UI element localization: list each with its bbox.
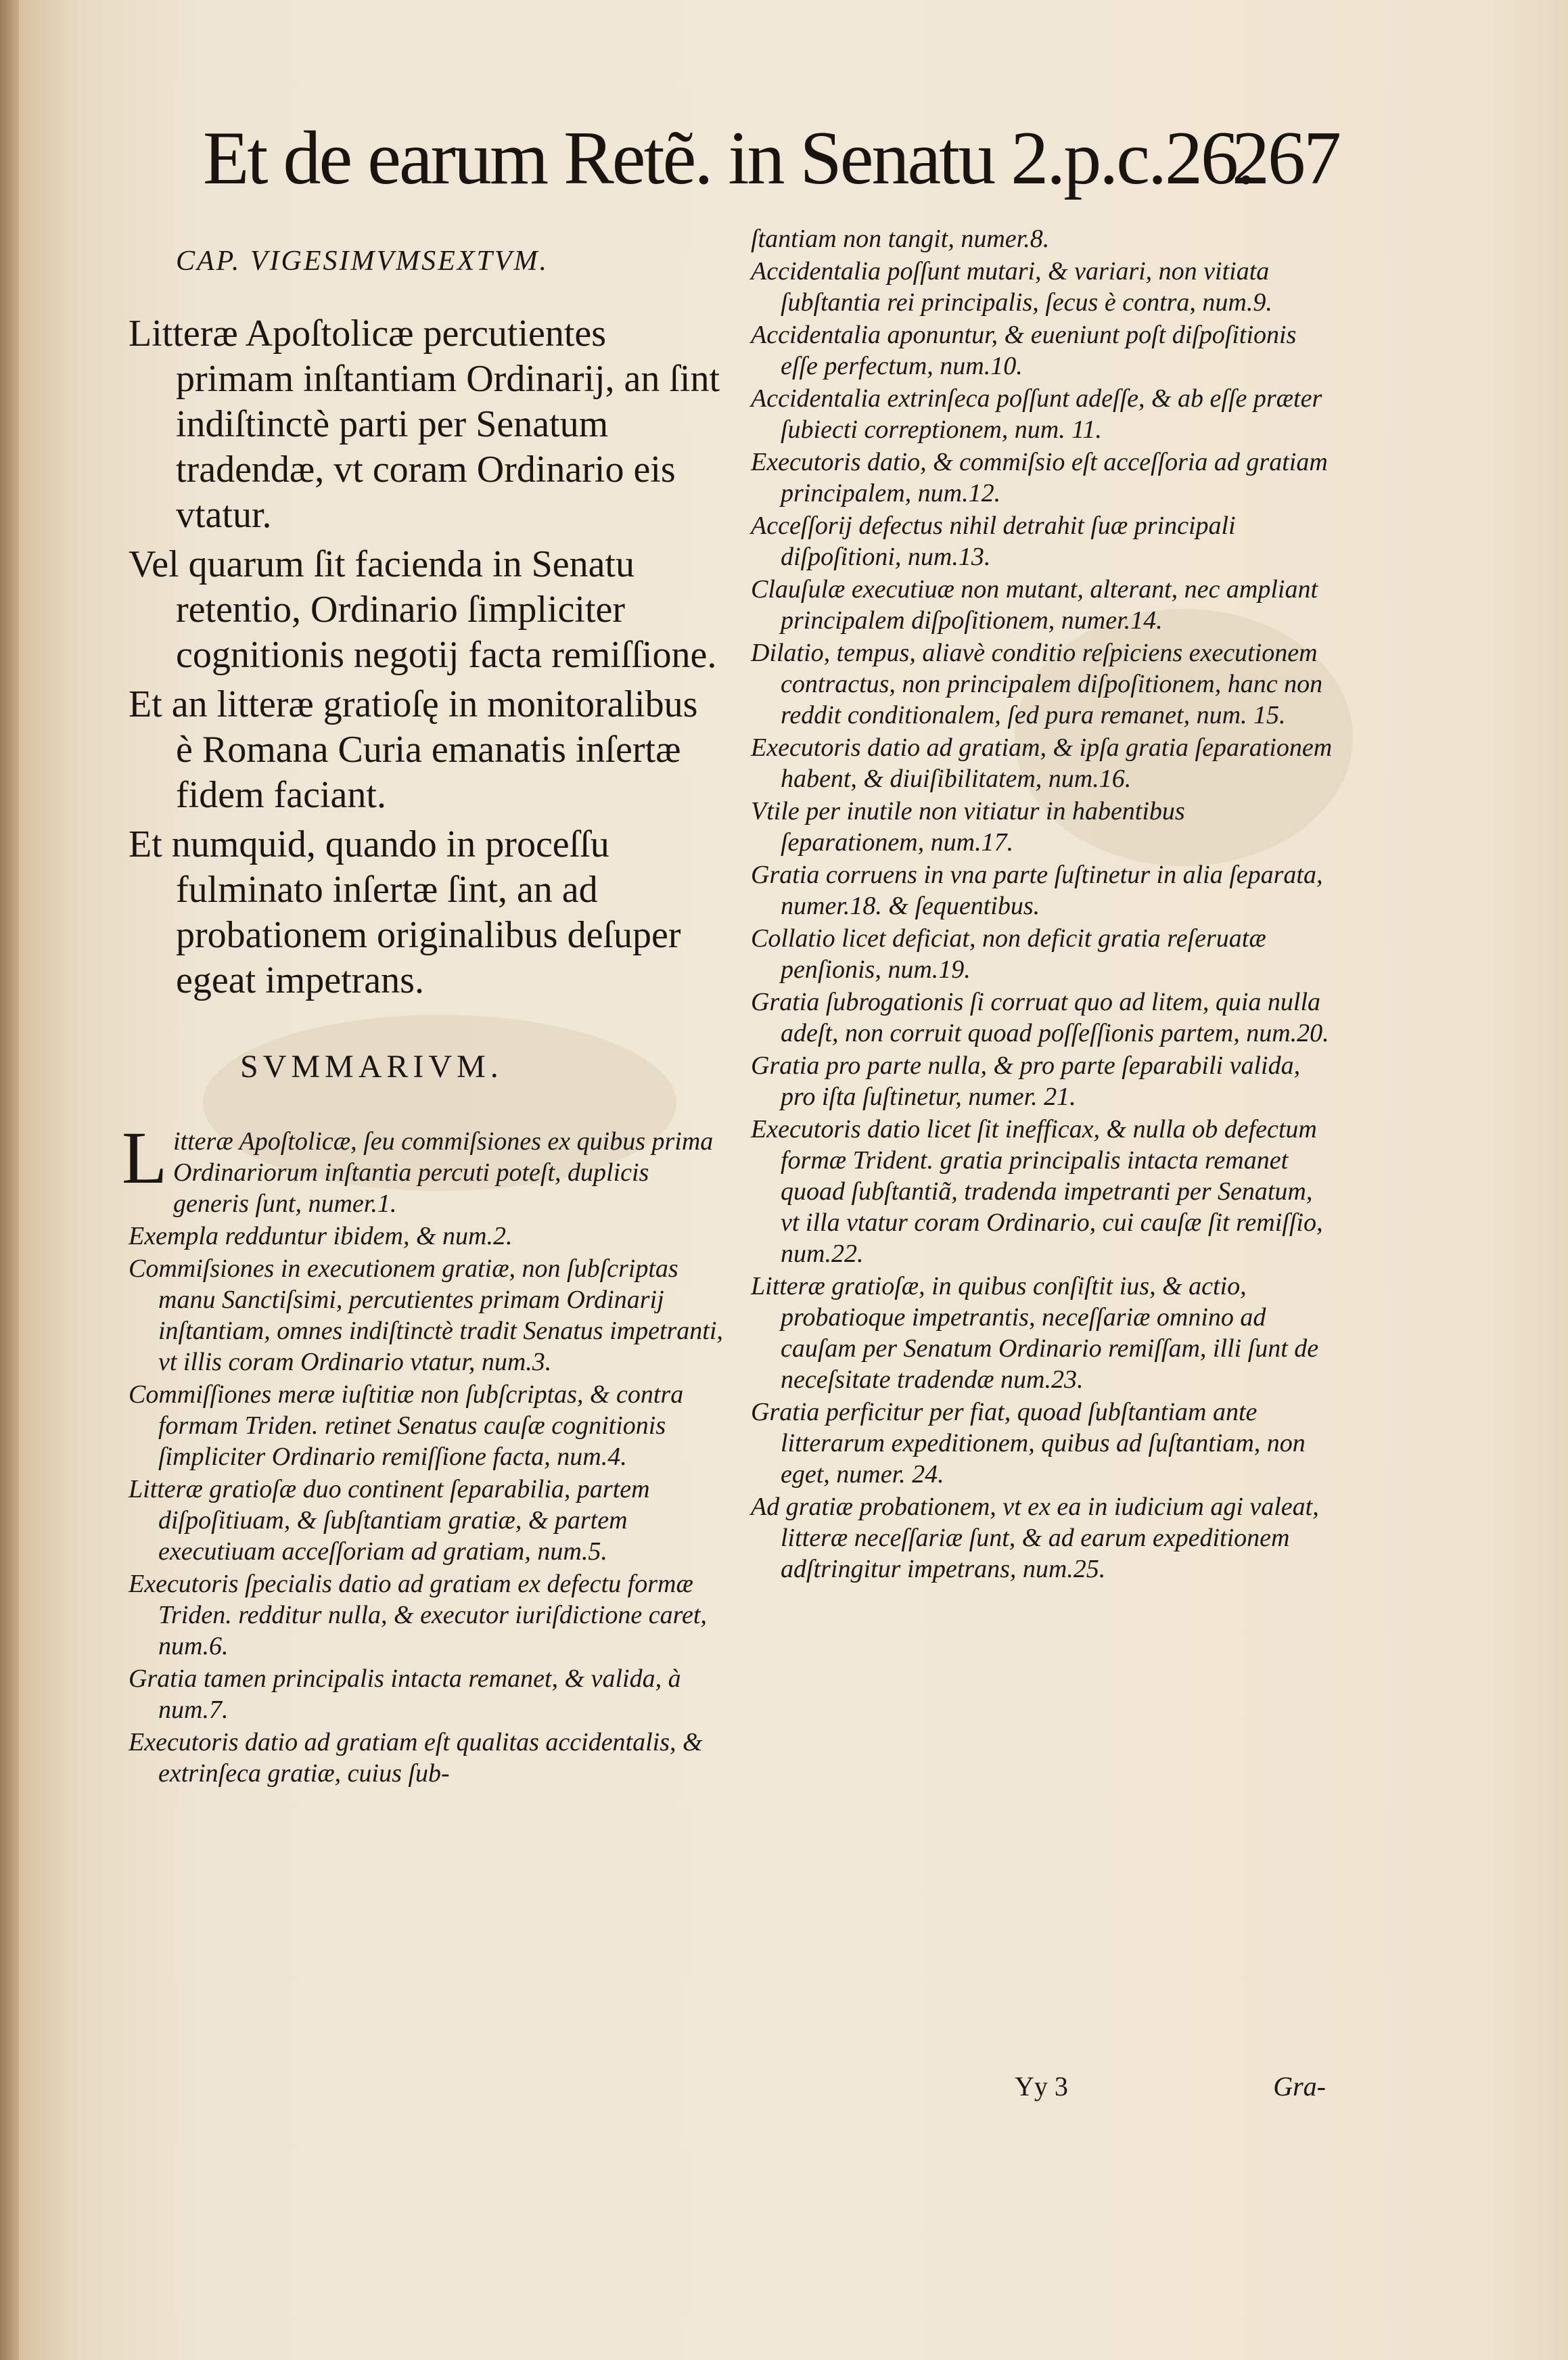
signature-mark: Yy 3 [1015,2071,1068,2102]
binding-gutter [0,0,19,2360]
summary-entry: Gratia ſubrogationis ſi corruat quo ad litem, quia nulla adeſt, non corruit quoad poſſeſſionis partem, num.20. [751,988,1329,1047]
summary-entry: Gratia perficitur per fiat, quoad ſubſtantiam ante litterarum expeditionem, quibus ad ſuſtantiam, non eget, numer. 24. [751,1398,1306,1489]
summary-entry: Commiſsiones in executionem gratiæ, non ſubſcriptas manu Sanctiſsimi, percutientes primam Ordinarij inſtantiam, omnes indiſtinctè tradit Senatus impetranti, vt illis coram Ordinario vtatur, num.3. [129,1254,723,1376]
summary-entry: Executoris datio licet ſit inefficax, & nulla ob defectum formæ Trident. gratia principalis intacta remanet quoad ſubſtantiã, tradenda impetranti per Senatum, vt illa vtatur coram Ordinario, cui cauſæ ſit remiſſio, num.22. [751,1115,1323,1268]
left-column [122,223,724,1790]
folio-number: 267 [1232,116,1339,200]
summary-entry: Commiſſiones meræ iuſtitiæ non ſubſcriptas, & contra formam Triden. retinet Senatus cauſæ cognitionis ſimpliciter Ordinario remiſſione facta, num.4. [129,1380,684,1471]
summary-entry: Acceſſorij defectus nihil detrahit ſuæ principali diſpoſitioni, num.13. [751,512,1236,571]
running-title: Et de earum Retẽ. in Senatu 2.p.c.26. [203,116,1253,200]
summary-entry: Gratia tamen principalis intacta remanet, & valida, à num.7. [129,1664,681,1724]
summary-entry: ſtantiam non tangit, numer.8. [751,225,1050,253]
chapter-title: CAP. VIGESIMVMSEXTVM. [176,246,549,277]
summary-entry [122,1116,724,1219]
summary-entry: Litteræ gratioſæ duo continent ſeparabilia, partem diſpoſitiuam, & ſubſtantiam gratiæ, & partem executiuam acceſſoriam ad gratiam, num.5. [129,1475,650,1566]
summary-entry: Litteræ gratioſæ, in quibus conſiſtit ius, & actio, probatioque impetrantis, neceſſariæ omnino ad cauſam per Senatum Ordinario remiſſam, illi ſunt de neceſsitate tradendæ num.23. [751,1272,1319,1394]
summary-entry: Gratia pro parte nulla, & pro parte ſeparabili valida, pro iſta ſuſtinetur, numer. 21. [751,1051,1301,1111]
chapter-rubric: Vel quarum ſit facienda in Senatu retentio, Ordinario ſimpliciter cognitionis negotij facta remiſſione. [129,543,717,676]
summary-entry: Accidentalia poſſunt mutari, & variari, non vitiata ſubſtantia rei principalis, ſecus è contra, num.9. [751,257,1272,317]
summary-entry: Executoris datio, & commiſsio eſt acceſſoria ad gratiam principalem, num.12. [751,448,1328,507]
catchword: Gra- [1273,2071,1326,2102]
running-header [203,115,1339,203]
summary-entry: Dilatio, tempus, aliavè conditio reſpiciens executionem contractus, non principalem diſpoſitionem, hanc non reddit conditionalem, ſed pura remanet, num. 15. [751,639,1323,729]
summary-entry: Clauſulæ executiuæ non mutant, alterant, nec ampliant principalem diſpoſitionem, numer.14. [751,575,1318,635]
summary-entry: Gratia corruens in vna parte ſuſtinetur in alia ſeparata, numer.18. & ſequentibus. [751,861,1323,920]
right-column [751,223,1333,1586]
chapter-rubric: Et numquid, quando in proceſſu fulminato inſertæ ſint, an ad probationem originalibus deſuper egeat impetrans. [129,823,681,1001]
summary-entry-text: itteræ Apoſtolicæ, ſeu commiſsiones ex quibus prima Ordinariorum inſtantia percuti poteſt, duplicis generis ſunt, numer.1. [173,1127,714,1218]
drop-cap: L [122,1116,168,1199]
chapter-rubric: Et an litteræ gratioſę in monitoralibus è Romana Curia emanatis inſertæ fidem faciant. [129,683,698,816]
summary-entry: Accidentalia aponuntur, & eueniunt poſt diſpoſitionis eſſe perfectum, num.10. [751,321,1297,380]
summary-entry: Collatio licet deficiat, non deficit gratia reſeruatæ penſionis, num.19. [751,924,1266,984]
summary-entry: Ad gratiæ probationem, vt ex ea in iudicium agi valeat, litteræ neceſſariæ ſunt, & ad earum expeditionem adſtringitur impetrans, num.25. [751,1493,1319,1583]
summary-entry: Executoris datio ad gratiam, & ipſa gratia ſeparationem habent, & diuiſibilitatem, num.16. [751,733,1333,793]
summary-entry: Executoris ſpecialis datio ad gratiam ex defectu formæ Triden. redditur nulla, & executor iuriſdictione caret, num.6. [129,1570,707,1660]
summary-entry: Accidentalia extrinſeca poſſunt adeſſe, & ab eſſe præter ſubiecti correptionem, num. 11. [751,384,1322,444]
summarium-heading: SVMMARIVM. [240,1049,503,1085]
chapter-rubric: Litteræ Apoſtolicæ percutientes primam inſtantiam Ordinarij, an ſint indiſtinctè parti per Senatum tradendæ, vt coram Ordinario eis vtatur. [129,313,720,536]
summary-entry: Exempla redduntur ibidem, & num.2. [129,1222,513,1250]
summary-entry: Vtile per inutile non vitiatur in habentibus ſeparationem, num.17. [751,797,1185,857]
summary-entry: Executoris datio ad gratiam eſt qualitas accidentalis, & extrinſeca gratiæ, cuius ſub- [129,1728,703,1788]
